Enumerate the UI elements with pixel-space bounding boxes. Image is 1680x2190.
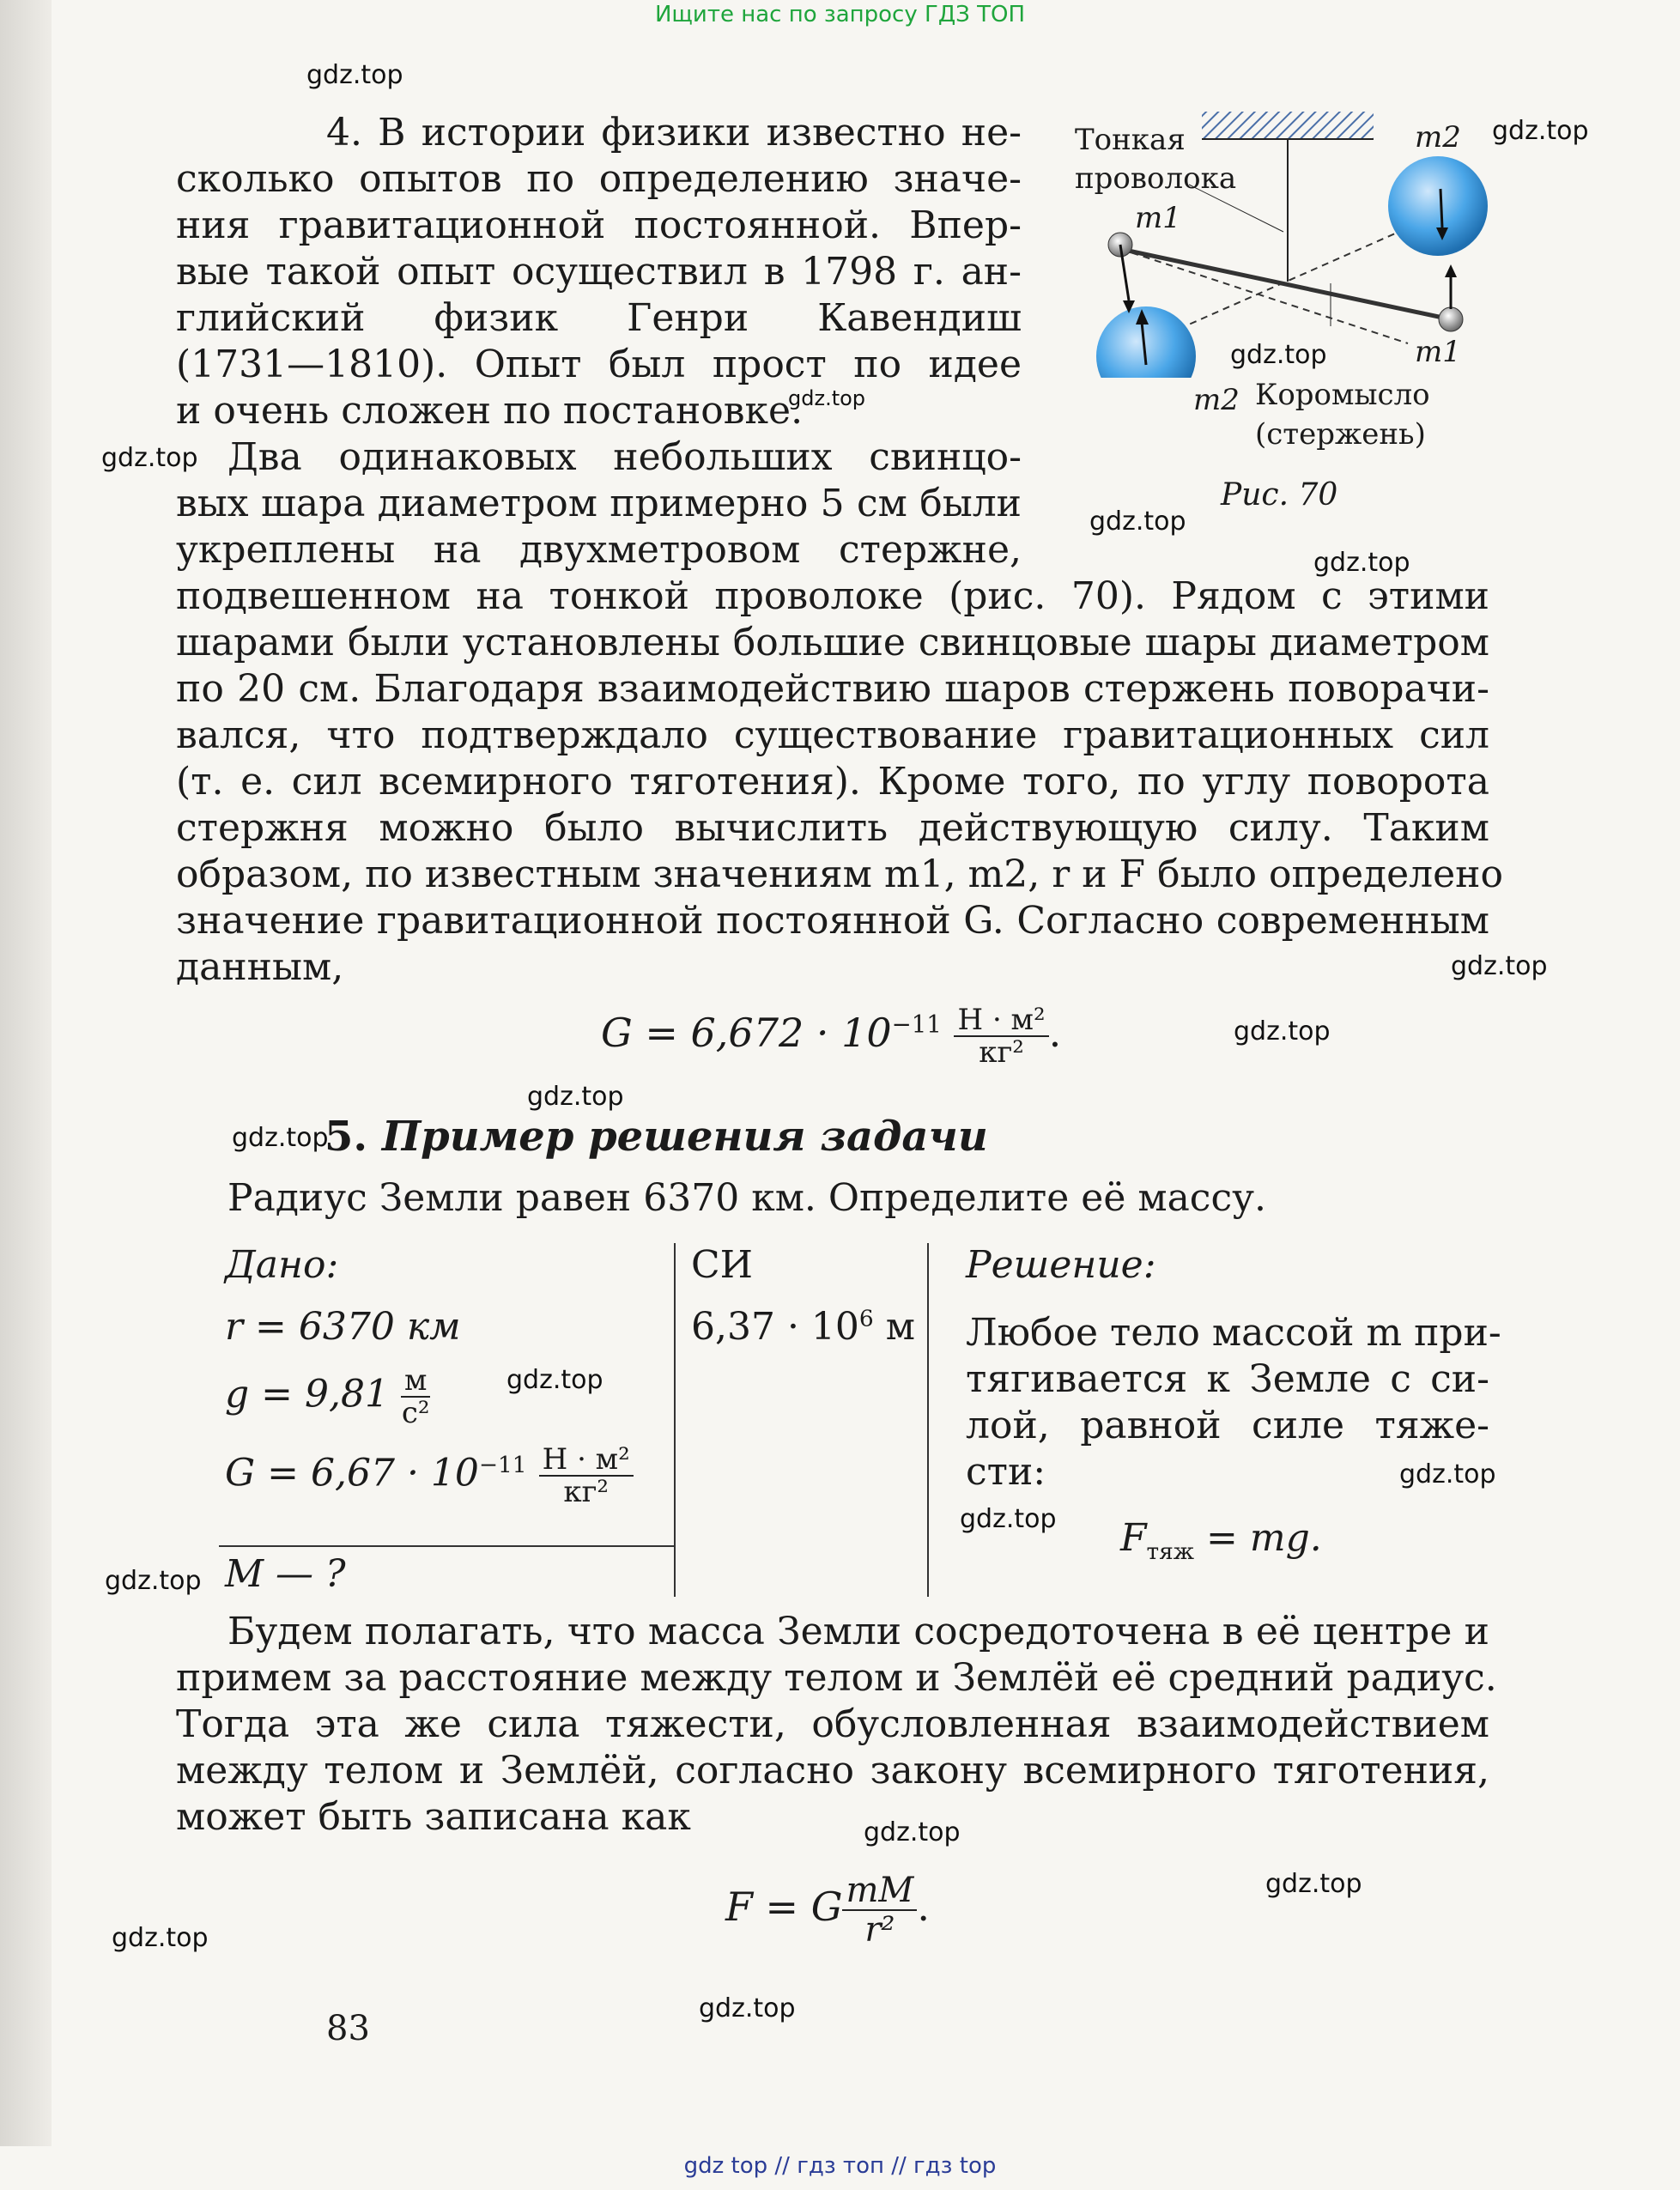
ceiling-mount	[1202, 112, 1374, 139]
watermark: gdz.top	[788, 386, 866, 410]
large-ball-right	[1388, 156, 1488, 256]
given-g-lhs: g = 9,81	[225, 1372, 389, 1417]
given-divider	[219, 1545, 674, 1547]
page-number: 83	[326, 2009, 370, 2048]
bottom-banner[interactable]: gdz top // гдз топ // гдз top	[683, 2153, 997, 2179]
text-line: данным,	[176, 945, 344, 989]
formula-lhs: G = 6,672 · 10	[601, 1010, 892, 1056]
fraction-numerator: Н · м²	[539, 1444, 634, 1477]
formula-lhs: F	[1120, 1516, 1147, 1560]
watermark: gdz.top	[232, 1123, 329, 1153]
small-ball-right	[1439, 307, 1463, 331]
watermark: gdz.top	[864, 1817, 961, 1847]
watermark: gdz.top	[1399, 1459, 1496, 1489]
watermark: gdz.top	[1089, 507, 1186, 537]
formula-end: .	[1048, 1010, 1062, 1056]
beam	[1120, 249, 1451, 319]
solution-line: лой, равной силе тяже-	[966, 1404, 1489, 1447]
label-thin-wire: проволока	[1075, 161, 1237, 196]
watermark: gdz.top	[1234, 1016, 1331, 1046]
fraction-numerator: м	[401, 1365, 430, 1398]
text-line: шарами были установлены большие свинцовые шары диаметром	[176, 621, 1489, 664]
text-line: примем за расстояние между телом и Землёй её средний радиус.	[176, 1656, 1497, 1700]
find-M: M — ?	[225, 1552, 346, 1596]
given-G-fraction	[539, 1444, 634, 1508]
si-r-exp: 6	[858, 1305, 874, 1332]
text-line: глийский физик Генри Кавендиш	[176, 296, 1022, 340]
si-r-value: 6,37 · 10	[691, 1305, 859, 1349]
text-line: подвешенном на тонкой проволоке (рис. 70). Рядом с этими	[176, 574, 1489, 618]
fraction-denominator: кг²	[979, 1035, 1024, 1070]
fraction-denominator: с²	[401, 1396, 430, 1430]
task-statement: Радиус Земли равен 6370 км. Определите её массу.	[227, 1176, 1266, 1220]
text-line: (т. е. сил всемирного тяготения). Кроме того, по углу поворота	[176, 760, 1489, 804]
formula-subscript: тяж	[1146, 1538, 1195, 1565]
table-divider	[927, 1243, 929, 1597]
table-divider	[674, 1243, 676, 1597]
watermark: gdz.top	[101, 443, 198, 473]
solution-line: тягивается к Земле с си-	[966, 1357, 1489, 1401]
formula-lhs: F = G	[725, 1884, 843, 1930]
text-line: по 20 см. Благодаря взаимодействию шаров стержень поворачи-	[176, 667, 1489, 711]
solution-line: сти:	[966, 1450, 1046, 1494]
text-line: сколько опытов по определению значе-	[176, 157, 1022, 201]
watermark: gdz.top	[527, 1082, 624, 1112]
formula-exp: −11	[891, 1010, 942, 1039]
watermark: gdz.top	[306, 60, 403, 90]
label-m2: m2	[1415, 120, 1461, 155]
label-beam: (стержень)	[1255, 417, 1426, 452]
formula-fraction	[842, 1872, 917, 1949]
watermark: gdz.top	[105, 1566, 202, 1596]
watermark: gdz.top	[506, 1365, 603, 1395]
watermark: gdz.top	[960, 1504, 1057, 1534]
watermark: gdz.top	[1492, 116, 1589, 146]
watermark: gdz.top	[699, 1993, 796, 2023]
top-banner[interactable]: Ищите нас по запросу ГДЗ ТОП	[654, 2, 1026, 27]
text-line: ния гравитационной постоянной. Впер-	[176, 203, 1022, 247]
label-m1: m1	[1415, 335, 1461, 369]
watermark: gdz.top	[112, 1923, 209, 1953]
fraction-denominator: кг²	[563, 1475, 610, 1509]
text-line: может быть записана как	[176, 1795, 691, 1839]
watermark: gdz.top	[1265, 1869, 1362, 1899]
label-thin-wire: Тонкая	[1075, 123, 1186, 157]
gravity-force-formula	[1120, 1516, 1322, 1565]
si-r-unit: м	[885, 1305, 915, 1349]
fraction-numerator: mM	[842, 1872, 917, 1911]
watermark: gdz.top	[1230, 340, 1327, 370]
text-line: вых шара диаметром примерно 5 см были	[176, 482, 1022, 525]
formula-universal-gravitation	[725, 1872, 930, 1949]
text-line: укреплены на двухметровом стержне,	[176, 528, 1022, 572]
given-G-exp: −11	[478, 1451, 527, 1478]
text-line: вые такой опыт осуществил в 1798 г. ан-	[176, 250, 1022, 294]
formula-gravitational-constant	[601, 1004, 1061, 1068]
text-line: значение гравитационной постоянной G. Согласно современным	[176, 899, 1489, 943]
given-header: Дано:	[225, 1243, 339, 1287]
formula-fraction	[954, 1004, 1048, 1068]
given-G-lhs: G = 6,67 · 10	[225, 1451, 479, 1495]
given-r: r = 6370 км	[225, 1305, 461, 1349]
fraction-numerator: Н · м²	[954, 1004, 1048, 1037]
given-G	[225, 1444, 634, 1508]
text-line: (1731—1810). Опыт был прост по идее	[176, 343, 1022, 386]
figure-caption: Рис. 70	[1221, 477, 1338, 513]
text-line: и очень сложен по постановке.	[176, 389, 804, 433]
si-header: СИ	[691, 1243, 754, 1287]
fraction-denominator: r²	[864, 1910, 895, 1950]
solution-header: Решение:	[966, 1243, 1156, 1287]
watermark: gdz.top	[1451, 951, 1548, 981]
page-spine-shadow	[0, 0, 52, 2146]
text-line: Тогда эта же сила тяжести, обусловленная взаимодействием	[176, 1702, 1489, 1746]
section-number: 5.	[324, 1113, 368, 1161]
label-m2: m2	[1193, 383, 1240, 417]
text-line: образом, по известным значениям m1, m2, r и F было определено	[176, 852, 1503, 896]
text-line: 4. В истории физики известно не-	[326, 111, 1022, 155]
section-title-text: Пример решения задачи	[381, 1113, 988, 1161]
given-g-fraction	[401, 1365, 430, 1429]
label-beam: Коромысло	[1255, 378, 1430, 412]
text-line: стержня можно было вычислить действующую силу. Таким	[176, 806, 1489, 850]
watermark: gdz.top	[1313, 548, 1410, 578]
text-line: Будем полагать, что масса Земли сосредоточена в её центре и	[227, 1610, 1489, 1653]
text-line: между телом и Землёй, согласно закону всемирного тяготения,	[176, 1749, 1489, 1793]
given-g	[225, 1365, 430, 1429]
formula-end: .	[917, 1884, 930, 1930]
label-m1: m1	[1135, 201, 1181, 235]
text-line: Два одинаковых небольших свинцо-	[227, 435, 1022, 479]
text-line: вался, что подтверждало существование гравитационных сил	[176, 713, 1489, 757]
solution-line: Любое тело массой m при-	[966, 1311, 1501, 1355]
section-5-title	[324, 1113, 988, 1161]
formula-rhs: = mg.	[1194, 1516, 1322, 1560]
large-ball-left	[1096, 306, 1196, 378]
si-r	[691, 1305, 915, 1349]
